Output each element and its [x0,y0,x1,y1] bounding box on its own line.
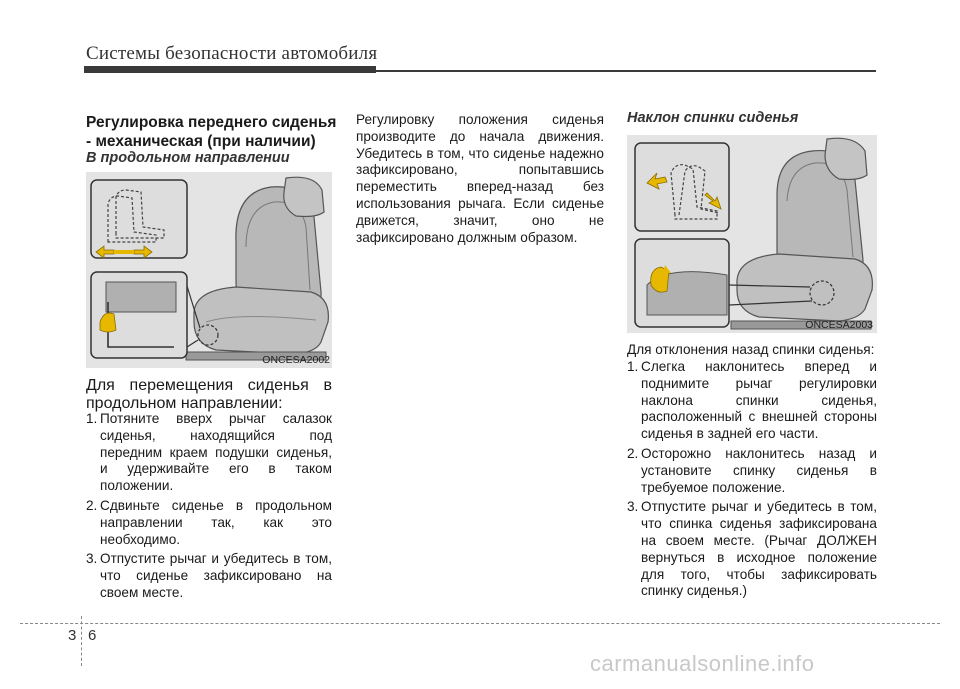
section-title [86,113,336,151]
figure-code: ONCESA2003 [805,319,873,331]
seat-recline-illustration [627,135,877,333]
footer-divider [81,616,82,666]
figure-seat-recline [627,135,877,333]
list-item: 1. Слегка наклонитесь вперед и поднимите рычаг регулировки наклона спинки сиденья, расположенный с внешней стороны сиденья в задней его части. [627,359,877,442]
subtitle-longitudinal: В продольном направлении [86,150,290,166]
steps-list-slide [86,411,332,605]
steps-list-recline [627,359,877,603]
header-rule-thick [84,66,376,73]
intro-paragraph: Для перемещения сиденья в продольном направлении: [86,377,332,412]
warning-paragraph: Регулировку положения сиденья производите до начала движения. Убедитесь в том, что сиденье надежно зафиксировано, попытавшись переместить вперед-назад без использования рычага. Если сиденье движется, значит, оно не зафиксировано должным образом. [356,112,604,245]
section-title-line1: Регулировка переднего сиденья [86,114,337,131]
list-item: 1. Потяните вверх рычаг салазок сиденья, находящийся под передним краем подушки сиденья, и удерживайте его в таком положении. [86,411,332,494]
watermark: carmanualsonline.info [590,651,815,676]
list-item: 2. Сдвиньте сиденье в продольном направлении так, как это необходимо. [86,497,332,547]
section-title-line2: - механическая (при наличии) [86,133,316,150]
figure-seat-slide [86,172,332,368]
list-item: 3. Отпустите рычаг и убедитесь в том, что сиденье зафиксировано на своем месте. [86,551,332,600]
list-item: 3. Отпустите рычаг и убедитесь в том, что спинка сиденья зафиксирована на своем месте. (Рычаг ДОЛЖЕН вернуться в исходное положение для того, чтобы зафиксировать спинку сиденья.) [627,499,877,599]
intro-paragraph: Для отклонения назад спинки сиденья: [627,342,875,357]
figure-code: ONCESA2002 [262,354,330,366]
chapter-number: 3 [68,627,77,644]
page-header-title: Системы безопасности автомобиля [86,43,378,64]
footer-rule [20,623,940,624]
page-number: 6 [88,627,97,644]
subtitle-backrest: Наклон спинки сиденья [627,110,799,126]
header-rule-thin [376,70,876,72]
seat-slide-illustration [86,172,332,368]
list-item: 2. Осторожно наклонитесь назад и установите спинку сиденья в требуемое положение. [627,445,877,495]
